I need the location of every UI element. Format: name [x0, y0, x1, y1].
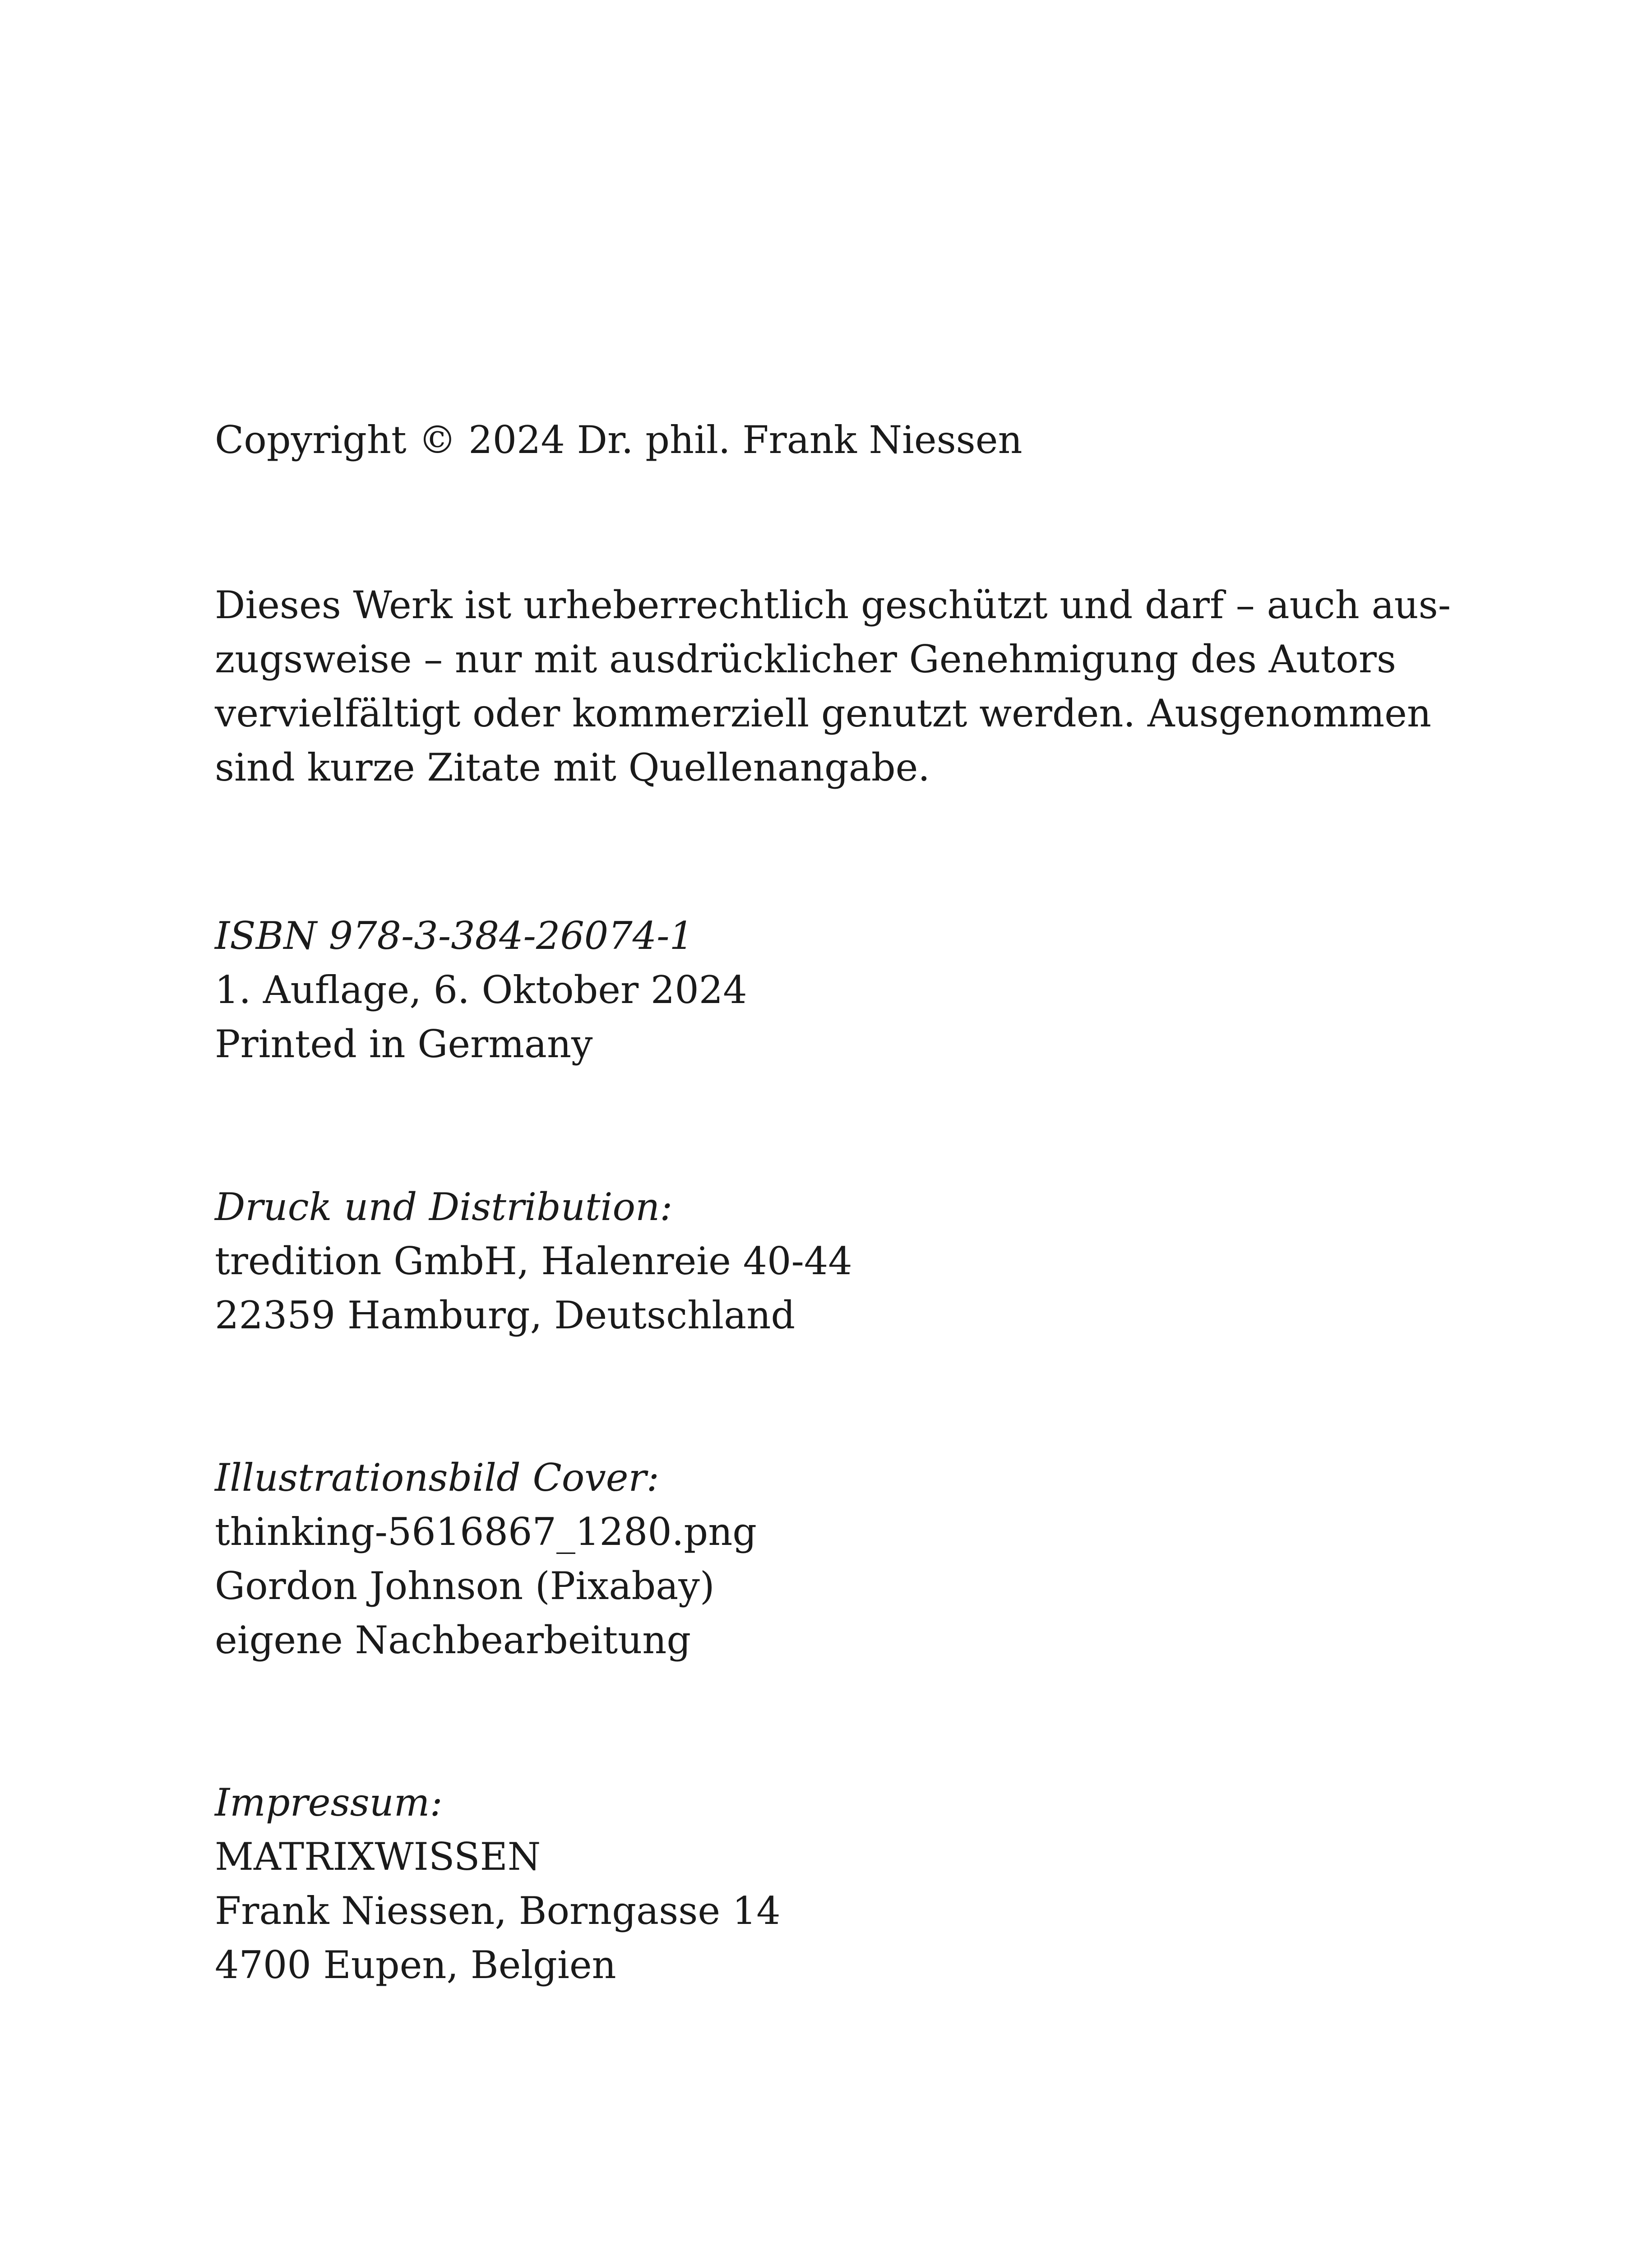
cover-illustration-heading: Illustrationsbild Cover: [215, 1456, 659, 1500]
edition-block [215, 909, 1343, 1071]
rights-line: zugsweise – nur mit ausdrücklicher Genehmigung des Autors [215, 637, 1396, 681]
cover-illustration-block [215, 1451, 1343, 1667]
distribution-line: 22359 Hamburg, Deutschland [215, 1293, 796, 1337]
impressum-line: 4700 Eupen, Belgien [215, 1943, 616, 1987]
distribution-block [215, 1180, 1343, 1342]
copyright-block [215, 413, 1343, 467]
cover-illustration-line: thinking-5616867_1280.png [215, 1510, 757, 1554]
distribution-line: tredition GmbH, Halenreie 40-44 [215, 1239, 852, 1283]
rights-line: sind kurze Zitate mit Quellenangabe. [215, 745, 930, 790]
cover-illustration-line: Gordon Johnson (Pixabay) [215, 1564, 715, 1608]
impressum-line: Frank Niessen, Borngasse 14 [215, 1889, 781, 1933]
impressum-line: MATRIXWISSEN [215, 1835, 541, 1879]
rights-line: vervielfältigt oder kommerziell genutzt werden. Ausgenommen [215, 691, 1431, 735]
printed-in-line: Printed in Germany [215, 1022, 593, 1066]
impressum-heading: Impressum: [215, 1780, 443, 1825]
cover-illustration-line: eigene Nachbearbeitung [215, 1618, 691, 1662]
rights-notice [215, 578, 1451, 795]
edition-date-line: 1. Auflage, 6. Oktober 2024 [215, 968, 747, 1012]
rights-line: Dieses Werk ist urheberrechtlich geschützt und darf – auch aus- [215, 583, 1451, 627]
distribution-heading: Druck und Distribution: [215, 1185, 673, 1229]
isbn-line: ISBN 978-3-384-26074-1 [215, 914, 694, 958]
copyright-line: Copyright © 2024 Dr. phil. Frank Niessen [215, 418, 1023, 462]
impressum-block [215, 1775, 1343, 1992]
